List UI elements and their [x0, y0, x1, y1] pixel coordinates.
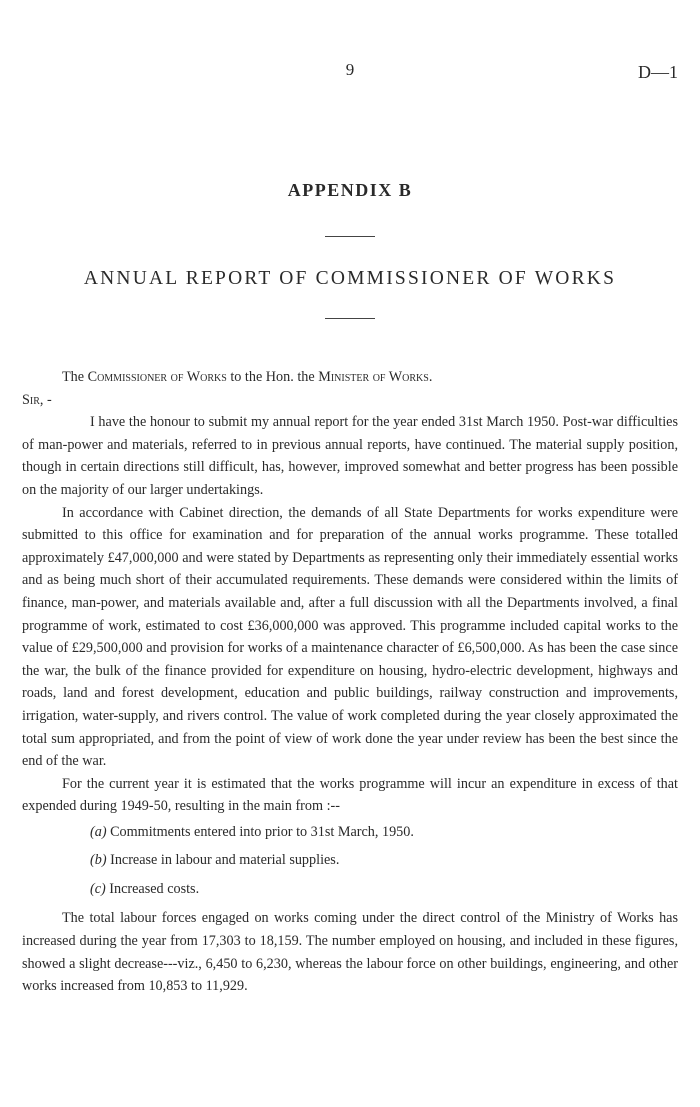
list-marker: (c) — [90, 880, 106, 897]
appendix-title: APPENDIX B — [287, 180, 413, 200]
paragraph-3: For the current year it is estimated that the works programme will incur an expenditure in excess of that expended during 1949-50, resulting in the main from :-- — [22, 775, 678, 815]
address-to-the: to the Hon. the — [230, 369, 315, 385]
list-text: Commitments entered into prior to 31st March, 1950. — [110, 823, 414, 840]
report-title: ANNUAL REPORT OF COMMISSIONER OF WORKS — [83, 268, 617, 289]
list-text: Increase in labour and material supplies. — [110, 852, 340, 869]
paragraph-2: In accordance with Cabinet direction, the demands of all State Departments for works expenditure were submitted to this office for examination and for preparation of the annual works programme. These totalled approximately £47,000,000 and were stated by Departments as representing only their immediately essential works and as being much short of their accumulated requirements. These demands were considered within the limits of finance, man-power, and materials available and, after a full discussion with all the Departments involved, a final programme of work, estimated to cost £36,000,000 was approved. This programme included capital works to the value of £29,500,000 and provision for works of a maintenance character of £6,500,000. As has been the case since the war, the bulk of the finance provided for expenditure on housing, hydro-electric development, highways and roads, land and forest development, education and public buildings, railway construction and improvements, irrigation, water-supply, and rivers control. The value of work completed during the year closely approximated the total sum appropriated, and from the point of view of work done the year under review has been the best since the end of the war. — [22, 504, 678, 770]
title-divider-top — [325, 236, 375, 237]
list-item — [22, 875, 678, 904]
document-code: D—1 — [638, 62, 678, 82]
page-number: 9 — [345, 60, 355, 79]
title-divider-bottom — [325, 318, 375, 319]
paragraph-4: The total labour forces engaged on works coming under the direct control of the Ministry of Works has increased during the year from 17,303 to 18,159. The number employed on housing, and included in these figures, showed a slight decrease---viz., 6,450 to 6,230, whereas the labour force on other buildings, engineering, and other works increased from 10,853 to 11,929. — [22, 910, 678, 995]
address-line — [22, 366, 678, 389]
address-the: The — [62, 369, 85, 385]
address-from: Commissioner of Works — [87, 369, 227, 385]
address-end: . — [428, 369, 433, 385]
list-marker: (a) — [90, 823, 107, 840]
paragraph-1: I have the honour to submit my annual report for the year ended 31st March 1950. Post-war difficulties of man-power and materials, referred to in previous annual reports, have continued. The material supply position, though in certain directions still difficult, has, however, improved somewhat and better progress has been possible on the majority of our larger undertakings. — [22, 414, 678, 498]
list-item — [22, 846, 678, 875]
report-body — [22, 366, 678, 998]
list-item — [22, 818, 678, 847]
list-text: Increased costs. — [109, 880, 200, 897]
list-marker: (b) — [90, 852, 107, 869]
salutation: Sir, - — [22, 391, 52, 408]
address-to: Minister of Works — [318, 369, 429, 385]
